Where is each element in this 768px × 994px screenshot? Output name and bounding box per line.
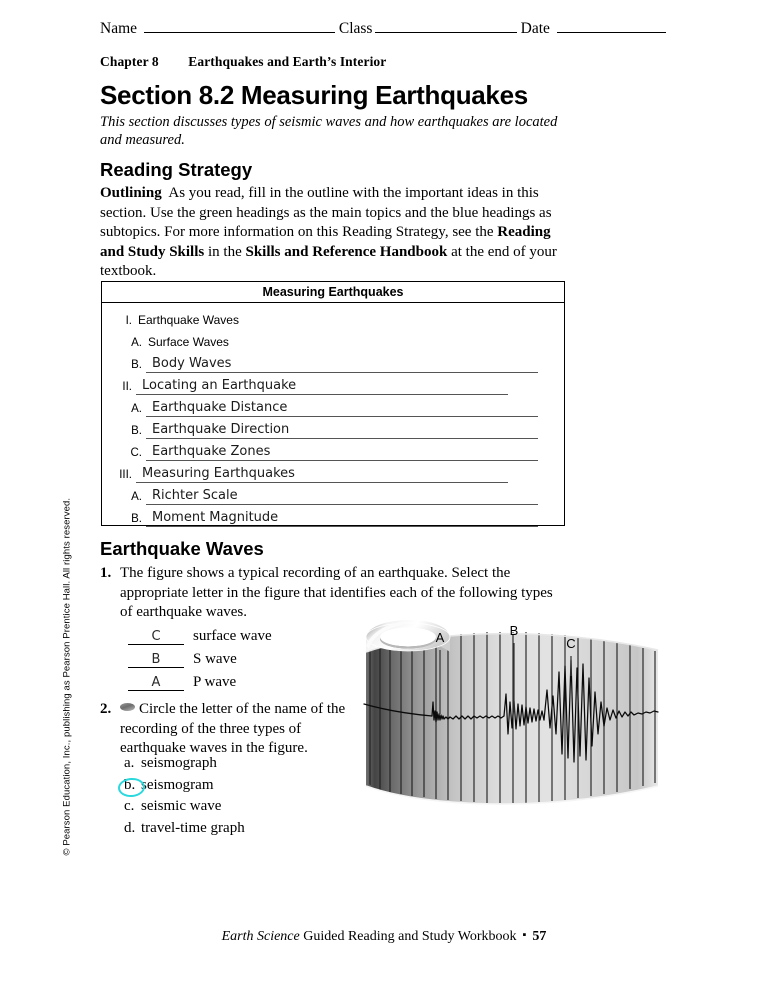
name-blank[interactable]	[144, 20, 335, 33]
chapter-number: Chapter 8	[100, 54, 159, 69]
outline-answer-text: Moment Magnitude	[152, 510, 279, 525]
outline-answer-text: Locating an Earthquake	[142, 378, 297, 393]
chapter-title: Earthquakes and Earth’s Interior	[188, 54, 387, 69]
outline-row	[102, 307, 564, 329]
answer-blank[interactable]: A	[128, 676, 184, 691]
outline-printed-text: Surface Waves	[148, 335, 229, 349]
page-footer	[0, 929, 768, 945]
outline-rows	[102, 303, 564, 527]
choice-text: seismic wave	[141, 798, 222, 814]
outline-row[interactable]	[102, 483, 564, 505]
answer-label: S wave	[193, 651, 237, 667]
copyright-notice: © Pearson Education, Inc., publishing as Pearson Prentice Hall. All rights reserved.	[61, 497, 73, 856]
choice-key: b.	[124, 776, 136, 793]
outline-marker: A.	[131, 337, 142, 349]
outline-row[interactable]	[102, 461, 564, 483]
outline-answer-line[interactable]	[146, 486, 538, 505]
outline-marker: C.	[130, 447, 142, 459]
choice-key: a.	[124, 755, 135, 771]
figure-label-c: C	[566, 636, 576, 651]
question-1-answer-row	[128, 628, 358, 651]
question-1-answers	[128, 628, 358, 697]
question-1-text: The figure shows a typical recording of an earthquake. Select the appropriate letter in the figure that identifies each of the following types of earthquake waves.	[120, 565, 553, 620]
outline-answer-text: Earthquake Zones	[152, 444, 271, 459]
outline-marker: B.	[131, 359, 142, 371]
outline-row[interactable]	[102, 417, 564, 439]
strategy-text-1: As you read, fill in the outline with the important ideas in this section. Use the green headings as the main topics and the blue headings as subtopics. For more information on this Reading Strategy, see the	[100, 185, 552, 240]
date-blank[interactable]	[557, 20, 666, 33]
outline-answer-line[interactable]	[146, 442, 538, 461]
outline-answer-line[interactable]	[146, 420, 538, 439]
class-label: Class	[338, 20, 373, 37]
earthquake-waves-heading: Earthquake Waves	[100, 538, 264, 559]
outline-answer-text: Body Waves	[152, 356, 232, 371]
oval-bullet-icon	[120, 703, 135, 711]
choice-option[interactable]	[118, 820, 358, 842]
reading-strategy-heading: Reading Strategy	[100, 159, 253, 180]
figure-label-a: A	[435, 630, 445, 645]
name-label: Name	[100, 20, 138, 37]
outline-table-title: Measuring Earthquakes	[102, 282, 564, 303]
outline-marker: B.	[131, 513, 142, 525]
seismogram-svg	[358, 616, 670, 836]
drum-paper	[366, 632, 658, 804]
choice-text: travel-time graph	[141, 819, 245, 836]
selected-choice-circle	[117, 777, 145, 798]
outline-printed-text: Earthquake Waves	[138, 313, 239, 327]
footer-bullet: ▪	[522, 929, 527, 941]
answer-blank[interactable]: B	[128, 653, 184, 668]
outline-row[interactable]	[102, 351, 564, 373]
question-2-text	[120, 700, 350, 759]
choice-key: d.	[124, 819, 136, 836]
outline-row[interactable]	[102, 439, 564, 461]
chapter-line	[100, 54, 386, 70]
choice-text: seismograph	[141, 755, 217, 771]
choice-option[interactable]	[118, 798, 358, 820]
strategy-bold-1: Reading and Study Skills	[100, 224, 551, 260]
outline-marker: A.	[131, 403, 142, 415]
outline-marker: B.	[131, 425, 142, 437]
outline-row	[102, 329, 564, 351]
reading-strategy-body	[100, 184, 566, 282]
outline-answer-line[interactable]	[136, 376, 508, 395]
strategy-bold-2: Skills and Reference Handbook	[245, 243, 448, 260]
outline-answer-line[interactable]	[136, 464, 508, 483]
strategy-text-3: at the end of your textbook.	[100, 243, 557, 279]
outline-marker: III.	[119, 469, 132, 481]
section-summary: This section discusses types of seismic waves and how earthquakes are located and measured.	[100, 114, 558, 149]
date-label: Date	[520, 20, 550, 37]
student-info-row	[100, 20, 670, 42]
answer-blank[interactable]: C	[128, 630, 184, 645]
question-1	[100, 564, 560, 623]
outline-marker: A.	[131, 491, 142, 503]
outline-table	[101, 281, 565, 526]
question-2-choices	[118, 755, 358, 841]
strategy-name: Outlining	[100, 185, 162, 201]
outline-answer-line[interactable]	[146, 508, 538, 527]
outline-answer-text: Earthquake Distance	[152, 400, 288, 415]
book-title-rest: Guided Reading and Study Workbook	[299, 929, 517, 944]
choice-option[interactable]	[118, 777, 358, 799]
seismogram-figure	[358, 616, 670, 836]
outline-answer-text: Richter Scale	[152, 488, 238, 503]
outline-marker: II.	[122, 381, 132, 393]
outline-marker: I.	[125, 315, 132, 327]
outline-answer-line[interactable]	[146, 354, 538, 373]
question-2	[100, 700, 350, 759]
outline-answer-text: Measuring Earthquakes	[142, 466, 295, 481]
question-1-number: 1.	[100, 565, 112, 581]
answer-label: surface wave	[193, 628, 272, 644]
outline-row[interactable]	[102, 373, 564, 395]
strategy-text-2: in the	[204, 243, 246, 260]
page-title: Section 8.2 Measuring Earthquakes	[100, 80, 528, 110]
page-number: 57	[532, 929, 547, 944]
book-title-italic: Earth Science	[221, 929, 300, 944]
outline-answer-text: Earthquake Direction	[152, 422, 290, 437]
question-1-answer-row	[128, 674, 358, 697]
choice-text: seismogram	[141, 776, 214, 793]
choice-key: c.	[124, 798, 135, 814]
outline-row[interactable]	[102, 505, 564, 527]
question-2-number: 2.	[100, 701, 112, 717]
question-1-answer-row	[128, 651, 358, 674]
answer-label: P wave	[193, 674, 237, 690]
outline-row[interactable]	[102, 395, 564, 417]
choice-option[interactable]	[118, 755, 358, 777]
class-blank[interactable]	[375, 20, 516, 33]
question-2-prompt: Circle the letter of the name of the recording of the three types of earthquake waves in the figure.	[120, 701, 346, 756]
figure-label-b: B	[509, 623, 519, 638]
outline-answer-line[interactable]	[146, 398, 538, 417]
